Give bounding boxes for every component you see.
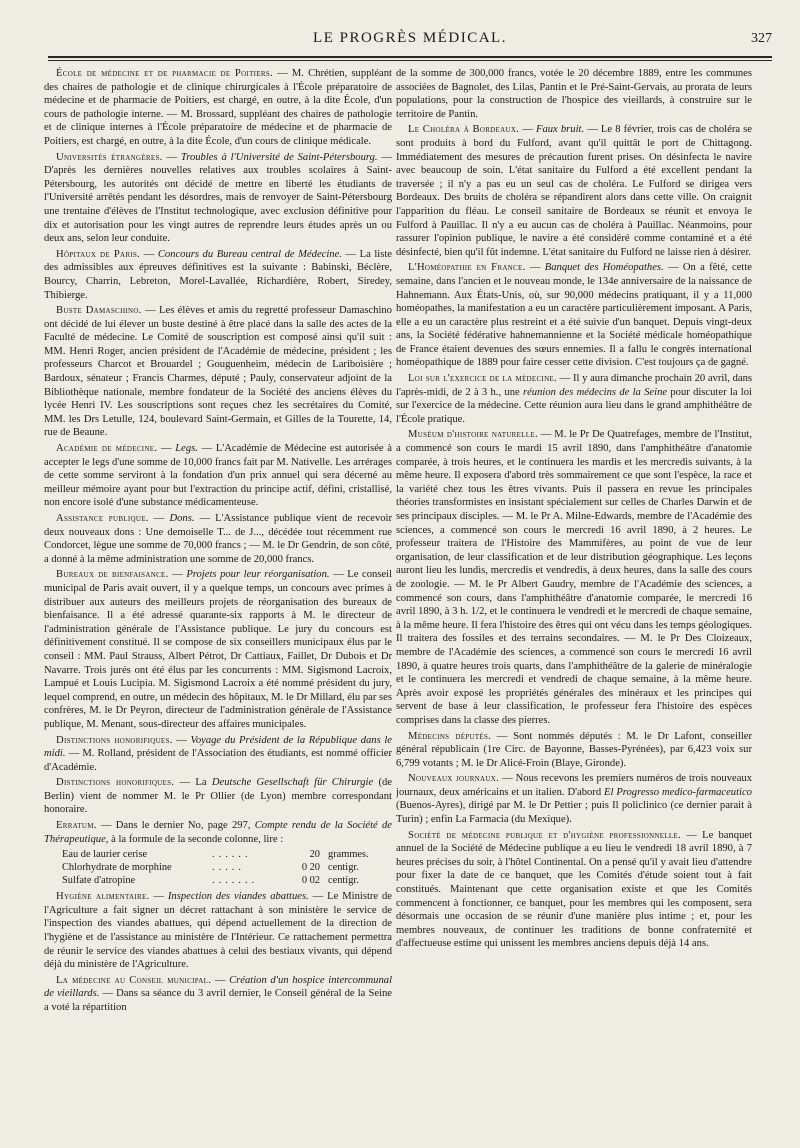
item-body: de la somme de 300,000 francs, votée le 20 décembre 1889, entre les communes associées de Bagnolet, des Lilas, Pantin et le Pré-Saint-Gervais, au prorata de leurs populations, pour la construction de l'hospice des vieillards, à construire sur le territoire de Pantin. <box>396 68 752 120</box>
item-heading: Hôpitaux de Paris. <box>56 248 141 260</box>
ingredient-unit: centigr. <box>328 862 359 874</box>
ingredient-unit: grammes. <box>328 849 369 861</box>
item-heading: Médecins députés. <box>408 730 492 742</box>
news-item <box>44 512 392 566</box>
item-heading: Universités étrangères. <box>56 151 163 163</box>
item-body: — Le conseil municipal de Paris avait ouvert, il y a quelque temps, un concours avec primes à distribuer aux auteurs des meilleurs projets de réorganisation des bureaux de bienfaisance. Il a été adressé quarante-six rapports à M. le directeur de l'administration générale de l'Assistance publique. Le jury du concours est définitivement constitué. Il se compose de six conseillers municipaux élus par le conseil : MM. Paul Strauss, Albert Pétrot, Dr Cattiaux, Faillet, Dr Dubois et Dr Navarre. Trois jurés ont été élus par les concurrents : MM. Sigismond Lacroix, Lampué et Louis Lucipia. M. Sigismond Lacroix a été nommé président du jury, lequel comprend, en outre, un médecin des hôpitaux, M. le Dr Millard, élu par ses confrères, M. le Dr Peyron, directeur de l'administration générale de l'Assistance publique, M. Menant, sous-directeur des affaires municipales. <box>44 569 392 730</box>
item-body: Dans le dernier No, page 297, <box>115 820 255 832</box>
news-item <box>396 428 752 727</box>
news-item <box>396 730 752 771</box>
formula-row <box>62 874 392 887</box>
item-heading: Académie de médecine. <box>56 443 158 455</box>
item-body: Il y aura dimanche prochain 20 avril, dans l'après-midi, de 2 à 3 h., une <box>396 373 752 398</box>
separator: — <box>149 891 168 903</box>
item-heading: Distinctions honorifiques. <box>56 777 175 789</box>
item-heading: Hygiène alimentaire. <box>56 891 150 903</box>
leader-dots: ...... <box>212 849 252 861</box>
item-body: Sont nommés députés : M. le Dr Lafont, conseiller général républicain (1re Circ. de Bayonne, Basses-Pyrénées), par 6,423 voix sur 6,799 votants ; M. le Dr Alicé-Froin (Blaye, Gironde). <box>396 730 752 769</box>
item-subject: Projets pour leur réorganisation. <box>186 569 330 581</box>
item-body: (Buenos-Ayres), dirigé par M. le Dr Pettier ; puis Il policlinico (ce dernier parait à Turin) ; enfin La Farmacia (du Mexique). <box>396 800 752 826</box>
separator: — <box>499 773 516 785</box>
separator: — <box>157 443 176 455</box>
news-item <box>44 442 392 510</box>
item-subject: Inspection des viandes abattues. <box>167 891 309 903</box>
item-body: — On a fêté, cette semaine, dans l'ancien et le nouveau monde, le 134e anniversaire de la naissance de Hahnemann. Aux États-Unis, où, sur 90,000 médecins pratiquant, il y a 11,000 homéopathes, la manifestation a eu un caractère particulièrement imposant. A Paris, elle a eu un caractère plus restreint et a été suivie d'un banquet. Depuis vingt-deux ans, la Société fédérative hahnemannienne et la Société médicale homéopathique de France étaient devenues des sœurs ennemies. Il a fallu le congrès international homéopathique de 1889 pour faire cesser cette division. C'est toujours ça de gagné. <box>396 262 752 369</box>
ingredient-name: Sulfate d'atropine <box>62 875 136 887</box>
formula-row <box>62 861 392 874</box>
separator: — <box>525 262 545 274</box>
item-subject: Faux bruit. <box>535 124 585 136</box>
item-body: (de Berlin) vient de nommer M. le Pr Ollier (de Lyon) membre correspondant honoraire. <box>44 777 392 816</box>
item-subject: Voyage du Président de la République dans le midi. <box>44 734 392 760</box>
item-subject: Création d'un hospice intercommunal de vieillards. <box>44 974 392 1000</box>
separator: — <box>491 730 514 742</box>
item-subject: Dons. <box>169 513 195 524</box>
formula-row <box>62 848 392 861</box>
item-heading: Muséum d'histoire naturelle. <box>408 429 538 441</box>
item-heading: La médecine au Conseil municipal. <box>56 974 212 986</box>
item-body: — M. Rolland, président de l'Association des étudiants, est nommé officier d'Académie. <box>44 748 392 773</box>
item-italic-text: Deutsche Gesellschaft für Chirurgie <box>211 777 374 789</box>
ingredient-quantity: 0 20 <box>301 862 320 874</box>
prescription-formula <box>62 848 392 887</box>
item-body: — Le 8 février, trois cas de choléra se sont produits à bord du Fulford, avant qu'il quittât le port de Chittagong. Immédiatement des mesures de précaution furent prises. On désinfecta le navire avec beaucoup de soin. L'état sanitaire du Fulford a été excellent pendant la traversée ; il n'y a pas eu un seul cas de choléra. Le Fulford se dirigea vers Bordeaux. Des bruits de choléra se répandirent alors dans cette ville. On craignit l'apparition du fléau. Le conseil sanitaire de Bordeaux se réunit et envoya le Fulford à Pauillac. Il n'y a eu aucun cas de choléra à Pauillac. Néanmoins, pour rassurer l'opinion publique, le navire a été considéré comme contaminé et a été désinfecté, bien qu'il fût indemne. L'état sanitaire du Fulford ne laisse rien à désirer. <box>396 124 752 258</box>
news-item <box>396 829 752 951</box>
item-body: Nous recevons les premiers numéros de trois nouveaux journaux, deux américains et un italien. D'abord <box>396 773 752 798</box>
separator: — <box>168 569 187 581</box>
news-item <box>396 772 752 826</box>
page-number: 327 <box>751 31 772 46</box>
separator: — <box>141 305 160 317</box>
item-body: La <box>195 777 212 789</box>
item-subject: Legs. <box>175 443 198 455</box>
news-item <box>44 248 392 302</box>
item-body: — Le Ministre de l'Agriculture a fait signer un décret rattachant à son ministère le service de l'inspection des viandes abattues, qui dépend actuellement de la direction de l'hygiène et de l'assistance au ministère de l'Intérieur. Ce rattachement permettra de réunir le service des viandes abattues à celui des bestiaux vivants, qui dépend déjà du ministère de l'Agriculture. <box>44 891 392 971</box>
item-body: — L'Assistance publique vient de recevoir deux nouveaux dons : Une demoiselle T... de J..., décédée tout récemment rue Condorcet, lègue une somme de 70,000 francs ; — M. le Dr Gendrin, de son côté, a donné à la même administration une somme de 20,000 francs. <box>44 513 392 565</box>
news-item <box>44 151 392 246</box>
item-body: — L'Académie de Médecine est autorisée à accepter le legs d'une somme de 10,000 francs fait par M. Nativelle. Les arrérages de cette somme serviront à la fondation d'un prix annuel qui sera décerné au meilleur mémoire ayant pour but l'extraction du principe actif, défini, cristallisé, non encore isolé d'une substance médicamenteuse. <box>44 443 392 509</box>
ingredient-quantity: 20 <box>309 849 320 861</box>
ingredient-quantity: 0 02 <box>301 875 320 887</box>
item-heading: Bureaux de bienfaisance. <box>56 569 169 581</box>
news-item <box>44 890 392 972</box>
right-column <box>396 67 752 1139</box>
item-heading: Loi sur l'exercice de la médecine. <box>408 373 557 385</box>
news-item <box>44 734 392 775</box>
ingredient-name: Chlorhydrate de morphine <box>62 862 172 874</box>
ingredient-unit: centigr. <box>328 875 359 887</box>
item-italic-text: Compte rendu de la Société de Thérapeutique <box>44 820 392 845</box>
separator: — <box>96 820 116 832</box>
item-body: Les élèves et amis du regretté professeur Damaschino ont décidé de lui élever un buste destiné à être placé dans la salle des actes de la Faculté de médecine. Le Comité de souscription est composé ainsi qu'il suit : MM. Henri Roger, ancien président de l'Académie de médecine, président ; les professeurs Charcot et Brouardel ; Gouguenheim, médecin de Lariboisière ; Bardoux, sénateur ; Francis Charmes, député ; Pauly, conservateur adjoint de la Bibliothèque nationale, membre fondateur de la Société des anciens élèves du lycée Henri IV. Les souscriptions sont reçues chez les secrétaires du Comité, MM. les Drs Letulle, 124, boulevard Saint-Germain, et Gilles de la Tourette, 14, rue de Beaune. <box>44 305 392 439</box>
news-item <box>44 568 392 731</box>
item-body: pour discuter la loi sur l'exercice de la médecine. Cette réunion aura lieu dans le grand amphithéâtre de l'École pratique. <box>396 386 752 425</box>
item-heading: L'Homéopathie en France. <box>408 262 526 274</box>
item-heading: Le Choléra à Bordeaux. <box>408 124 520 136</box>
news-item <box>44 304 392 440</box>
item-heading: Société de médecine publique et d'hygiène professionnelle. <box>408 829 682 841</box>
separator: — <box>556 373 573 385</box>
separator: — <box>148 513 170 524</box>
journal-title: LE PROGRÈS MÉDICAL. <box>313 30 507 46</box>
item-heading: École de médecine et de pharmacie de Poitiers. <box>56 68 273 79</box>
item-body: — D'après les dernières nouvelles relatives aux troubles scolaires à Saint-Pétersbourg, les autorités ont décidé de mettre en liberté les étudiants de l'Université arrêtés pendant les désordres, mais de renvoyer de Saint-Pétersbourg une trentaine d'élèves de l'Institut technologique, avec exclusion définitive pour dix et autorisation pour les vingt autres de reprendre leurs études après un ou deux ans, selon leur conduite. <box>44 151 392 245</box>
item-body: M. le Pr De Quatrefages, membre de l'Institut, a commencé son cours le mardi 15 avril 1890, dans l'amphithéâtre d'anatomie comparée, à trois heures, et le continuera les mardis et les mercredis suivants, à la même heure. Il exposera d'abord très sommairement ce que sont l'espèce, la race et la variété chez tous les êtres vivants. Puis il passera en revue les principales théories transformistes en insistant spécialement sur celles de Charles Darwin et de ses principaux disciples. — M. le Pr A. Milne-Edwards, membre de l'Académie des sciences, a commencé son cours le mercredi 16 avril 1890, à 2 heures. Le professeur traitera de l'Histoire des Mammifères, au point de vue de leur organisation, de leur classification et de leur distribution géographique. Les leçons auront lieu les lundis, mercredis et vendredis, à deux heures, dans la salle des cours de zoologie. — M. le Pr Albert Gaudry, membre de l'Académie des sciences, a commencé son cours, dans l'amphithéâtre d'anatomie comparée, le mercredi 16 avril 1890, à 3 h. 1/2, et le continuera le vendredi et le mercredi de chaque semaine, à la même heure. Il fera l'histoire des êtres qui ont vécu dans les temps géologiques. Il traitera des fossiles et des terrains secondaires. — M. le Pr Des Cloizeaux, membre de l'Académie des sciences, a commencé son cours le mercredi 16 avril 1890, à quatre heures trois quarts, dans l'amphithéâtre de la galerie de minéralogie et le continuera les mercredi et vendredi de chaque semaine, à la même heure. Après avoir exposé les propriétés générales des minéraux et les principes qui servent de base à leur classification, le professeur fera l'histoire des espèces comprises dans la classe des pierres. <box>396 429 752 726</box>
item-subject: Banquet des Homéopathes. <box>544 262 664 274</box>
news-item <box>396 372 752 426</box>
separator: — <box>681 829 703 841</box>
item-body: , à la formule de la seconde colonne, lire : <box>105 833 284 845</box>
item-body: — Dans sa séance du 3 avril dernier, le Conseil général de la Seine a voté la répartition <box>44 988 392 1013</box>
item-italic-text: El Progresso medico-farmaceutico <box>604 786 752 798</box>
separator: — <box>519 124 536 136</box>
item-heading: Assistance publique. <box>56 513 149 524</box>
item-body: Le banquet annuel de la Société de Médecine publique a eu lieu le vendredi 18 avril 1890, à 7 heures précises du soir, à l'hôtel Continental. On a pensé qu'il y avait lieu d'attendre pour fixer la date de ce banquet, que les Comités d'étude soient tout à fait constitués. Maintenant que cette organisation existe et que les Comités commencent à fonctionner, ce banquet, pour les membres qui les composent, sera désormais une occasion de se réunir d'une manière plus intime ; et, pour les membres nouveaux, de continuer les traditions de bonne confraternité et d'affectueuse estime qui unissent les membres anciens depuis déjà 14 ans. <box>396 829 752 950</box>
news-item <box>44 67 392 149</box>
item-body: M. Chrétien, suppléant des chaires de pathologie et de clinique chirurgicales à l'École préparatoire de médecine et de pharmacie de Poitiers, est chargé, en outre, à la dite École, d'un cours de pathologie interne. — M. Brossard, suppléant des chaires de pathologie et de clinique internes à l'École préparatoire de médecine et de pharmacie de Poitiers, est chargé, en outre, à la dite École, d'un cours de clinique médicale. <box>44 68 392 147</box>
item-subject: Concours du Bureau central de Médecine. <box>157 248 342 260</box>
news-item <box>44 974 392 1015</box>
item-body: — La liste des admissibles aux épreuves définitives est la suivante : Babinski, Béclère, Bourcy, Charrin, Lebreton, Morel-Lavallée, Richardière, Robert, Siredey, Thibierge. <box>44 248 392 301</box>
header-rule-thin <box>48 60 772 61</box>
item-heading: Erratum. <box>56 820 97 832</box>
page-header <box>48 30 772 54</box>
leader-dots: ..... <box>212 862 245 874</box>
separator: — <box>172 734 191 746</box>
news-item <box>396 67 752 121</box>
item-heading: Nouveaux journaux. <box>408 773 500 785</box>
ingredient-name: Eau de laurier cerise <box>62 849 148 861</box>
news-item <box>396 261 752 370</box>
item-heading: Distinctions honorifiques. <box>56 734 173 746</box>
separator: — <box>174 777 196 789</box>
item-italic-text: réunion des médecins de la Seine <box>522 386 668 398</box>
item-heading: Buste Damaschino. <box>56 305 142 317</box>
separator: — <box>140 248 158 260</box>
header-rule-thick <box>48 56 772 58</box>
separator: — <box>537 429 555 441</box>
separator: — <box>272 68 292 79</box>
news-item <box>396 123 752 259</box>
news-item <box>44 776 392 817</box>
left-column <box>44 67 392 1139</box>
leader-dots: ....... <box>212 875 259 887</box>
separator: — <box>162 151 181 163</box>
item-subject: Troubles à l'Université de Saint-Pétersbourg. <box>180 151 378 163</box>
news-item <box>44 819 392 846</box>
separator: — <box>211 974 230 986</box>
